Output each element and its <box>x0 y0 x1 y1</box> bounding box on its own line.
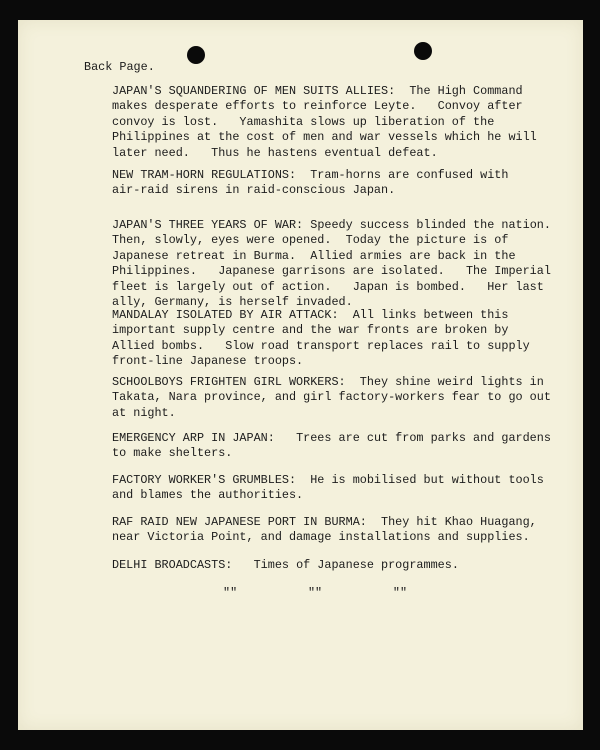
item-text: He is mobilised but without tools and blames the authorities. <box>112 473 544 503</box>
item-heading: EMERGENCY ARP IN JAPAN: <box>112 431 275 445</box>
punch-hole-right <box>414 42 432 60</box>
item-text: Tram-horns are confused with air-raid sirens in raid-conscious Japan. <box>112 168 509 198</box>
punch-hole-left <box>187 46 205 64</box>
item-heading: SCHOOLBOYS FRIGHTEN GIRL WORKERS: <box>112 375 346 389</box>
item-heading: MANDALAY ISOLATED BY AIR ATTACK: <box>112 308 339 322</box>
news-item <box>112 308 552 370</box>
item-text: The High Command makes desperate efforts to reinforce Leyte. Convoy after convoy is lost. Yamashita slows up liberation of the Philippines at the cost of men and war vessels which he will later need. Thus he hastens eventual defeat. <box>112 84 537 160</box>
news-item <box>112 168 552 199</box>
news-item <box>112 473 552 504</box>
news-item <box>112 558 552 573</box>
item-text: They hit Khao Huagang, near Victoria Point, and damage installations and supplies. <box>112 515 537 545</box>
item-heading: DELHI BROADCASTS: <box>112 558 233 572</box>
item-text: Trees are cut from parks and gardens to make shelters. <box>112 431 551 461</box>
page-label: Back Page. <box>84 60 155 74</box>
ditto-marks: "" "" "" <box>223 586 408 600</box>
item-heading: JAPAN'S THREE YEARS OF WAR: <box>112 218 304 232</box>
news-item <box>112 218 552 310</box>
item-heading: RAF RAID NEW JAPANESE PORT IN BURMA: <box>112 515 367 529</box>
item-text: Speedy success blinded the nation. Then, slowly, eyes were opened. Today the picture is of Japanese retreat in Burma. Allied armies are back in the Philippines. Japanese garrisons are isolated. The Imperial fleet is largely out of action. Japan is bombed. Her last ally, Germany, is herself invaded. <box>112 218 551 310</box>
typed-document-page <box>18 20 583 730</box>
news-item <box>112 431 552 462</box>
news-item <box>112 84 552 161</box>
item-text: Times of Japanese programmes. <box>232 558 459 572</box>
news-item <box>112 515 552 546</box>
item-text: All links between this important supply centre and the war fronts are broken by Allied bombs. Slow road transport replaces rail to supply front-line Japanese troops. <box>112 308 530 369</box>
item-heading: FACTORY WORKER'S GRUMBLES: <box>112 473 297 487</box>
news-item <box>112 375 552 421</box>
item-heading: NEW TRAM-HORN REGULATIONS: <box>112 168 297 182</box>
item-text: They shine weird lights in Takata, Nara province, and girl factory-workers fear to go out at night. <box>112 375 551 420</box>
item-heading: JAPAN'S SQUANDERING OF MEN SUITS ALLIES: <box>112 84 396 98</box>
